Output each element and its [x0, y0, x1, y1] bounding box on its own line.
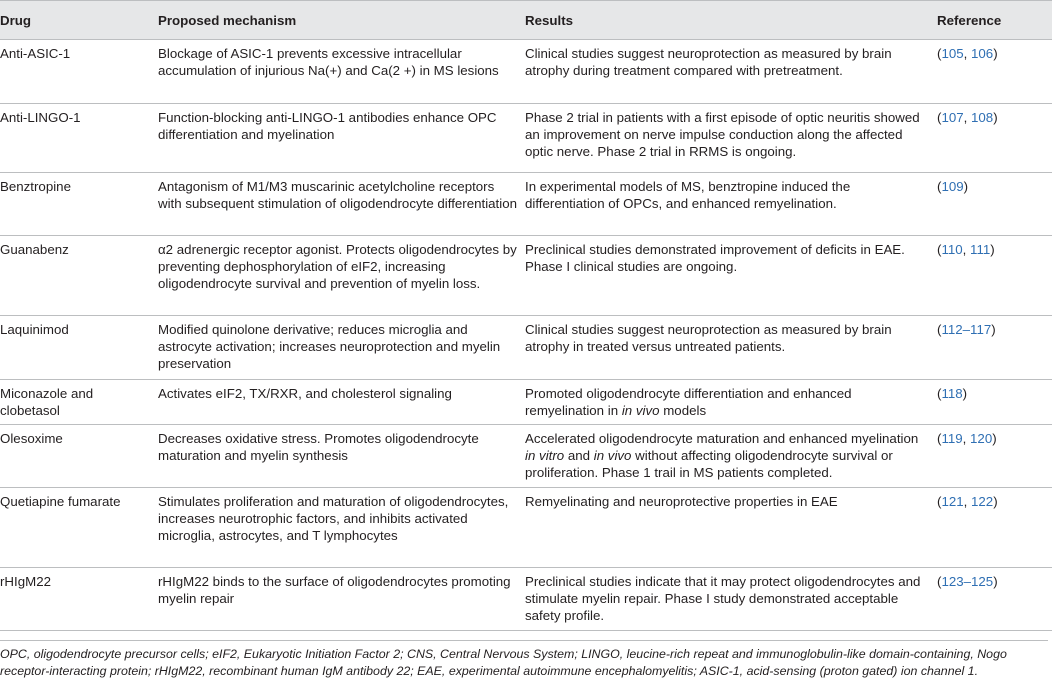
reference-link[interactable]: 122: [971, 494, 994, 509]
reference-link[interactable]: 112–117: [941, 322, 992, 337]
table-header: [0, 1, 1052, 40]
cell-drug: Quetiapine fumarate: [0, 488, 158, 568]
ref-paren-open: (: [937, 431, 942, 446]
cell-reference: [937, 488, 1052, 568]
reference-link[interactable]: 106: [971, 46, 994, 61]
ref-paren-open: (: [937, 574, 942, 589]
cell-drug: Laquinimod: [0, 316, 158, 380]
ref-separator: ,: [962, 242, 971, 257]
header-results: Results: [525, 1, 937, 40]
ref-paren-close: ): [963, 179, 969, 194]
header-row: [0, 1, 1052, 40]
ref-separator: ,: [962, 431, 971, 446]
cell-results: Preclinical studies indicate that it may protect oligodendrocytes and stimulate myelin repair. Phase I study demonstrated acceptable safety profile.: [525, 568, 937, 631]
cell-reference: [937, 236, 1052, 316]
cell-reference: [937, 380, 1052, 425]
table-row: [0, 425, 1052, 488]
cell-results: Phase 2 trial in patients with a first episode of optic neuritis showed an improvement on nerve impulse conduction along the affected optic nerve. Phase 2 trial in RRMS is ongoing.: [525, 104, 937, 173]
ref-paren-close: ): [990, 242, 995, 257]
reference-link[interactable]: 120: [970, 431, 993, 446]
cell-drug: Olesoxime: [0, 425, 158, 488]
cell-results: Accelerated oligodendrocyte maturation and enhanced myelination in vitro and in vivo without affecting oligodendrocyte survival or proliferation. Phase 1 trail in MS patients completed.: [525, 425, 937, 488]
cell-reference: [937, 173, 1052, 236]
ref-paren-close: ): [993, 46, 998, 61]
cell-mechanism: Antagonism of M1/M3 muscarinic acetylcholine receptors with subsequent stimulation of oligodendrocyte differentiation: [158, 173, 525, 236]
cell-reference: [937, 104, 1052, 173]
table-row: [0, 568, 1052, 631]
ref-paren-close: ): [962, 386, 968, 401]
cell-results: Remyelinating and neuroprotective properties in EAE: [525, 488, 937, 568]
reference-link[interactable]: 119: [941, 431, 963, 446]
table-body: [0, 40, 1052, 631]
ref-paren-open: (: [937, 110, 942, 125]
table-row: [0, 380, 1052, 425]
cell-results: Promoted oligodendrocyte differentiation and enhanced remyelination in in vivo models: [525, 380, 937, 425]
cell-drug: Anti-LINGO-1: [0, 104, 158, 173]
cell-results: Clinical studies suggest neuroprotection as measured by brain atrophy during treatment compared with pretreatment.: [525, 40, 937, 104]
ref-paren-open: (: [937, 322, 942, 337]
header-mechanism: Proposed mechanism: [158, 1, 525, 40]
reference-link[interactable]: 111: [970, 242, 991, 257]
cell-drug: Guanabenz: [0, 236, 158, 316]
reference-link[interactable]: 110: [941, 242, 963, 257]
cell-mechanism: Function-blocking anti-LINGO-1 antibodies enhance OPC differentiation and myelination: [158, 104, 525, 173]
cell-drug: rHIgM22: [0, 568, 158, 631]
ref-paren-open: (: [937, 386, 942, 401]
ref-separator: ,: [963, 46, 972, 61]
table-row: [0, 104, 1052, 173]
ref-paren-close: ): [992, 431, 997, 446]
reference-link[interactable]: 118: [941, 386, 963, 401]
header-reference: Reference: [937, 1, 1052, 40]
table-footnote: OPC, oligodendrocyte precursor cells; eIF2, Eukaryotic Initiation Factor 2; CNS, Central Nervous System; LINGO, leucine-rich repeat and immunoglobulin-like domain-containing, Nogo receptor-interacting protein; rHIgM22, recombinant human IgM antibody 22; EAE, experimental autoimmune encephalomyelitis; ASIC-1, acid-sensing (proton gated) ion channel 1.: [0, 640, 1048, 680]
cell-mechanism: Modified quinolone derivative; reduces microglia and astrocyte activation; increases neuroprotection and myelin preservation: [158, 316, 525, 380]
ref-paren-open: (: [937, 494, 942, 509]
cell-reference: [937, 568, 1052, 631]
table-row: [0, 316, 1052, 380]
ref-separator: ,: [963, 110, 972, 125]
cell-reference: [937, 40, 1052, 104]
reference-link[interactable]: 123–125: [941, 574, 994, 589]
table-row: [0, 40, 1052, 104]
ref-paren-close: ): [993, 110, 998, 125]
header-drug: Drug: [0, 1, 158, 40]
reference-link[interactable]: 109: [941, 179, 964, 194]
ref-separator: ,: [963, 494, 972, 509]
ref-paren-open: (: [937, 179, 942, 194]
cell-drug: Miconazole and clobetasol: [0, 380, 158, 425]
ref-paren-open: (: [937, 242, 942, 257]
cell-reference: [937, 316, 1052, 380]
ref-paren-open: (: [937, 46, 942, 61]
cell-mechanism: Decreases oxidative stress. Promotes oligodendrocyte maturation and myelin synthesis: [158, 425, 525, 488]
cell-mechanism: Blockage of ASIC-1 prevents excessive intracellular accumulation of injurious Na(+) and Ca(2 +) in MS lesions: [158, 40, 525, 104]
cell-results: In experimental models of MS, benztropine induced the differentiation of OPCs, and enhanced remyelination.: [525, 173, 937, 236]
ref-paren-close: ): [993, 494, 998, 509]
table-row: [0, 173, 1052, 236]
cell-drug: Anti-ASIC-1: [0, 40, 158, 104]
cell-results: Clinical studies suggest neuroprotection as measured by brain atrophy in treated versus untreated patients.: [525, 316, 937, 380]
table-row: [0, 236, 1052, 316]
reference-link[interactable]: 121: [941, 494, 964, 509]
reference-link[interactable]: 105: [941, 46, 964, 61]
cell-mechanism: α2 adrenergic receptor agonist. Protects oligodendrocytes by preventing dephosphorylation of eIF2, increasing oligodendrocyte survival and prevention of myelin loss.: [158, 236, 525, 316]
cell-mechanism: Stimulates proliferation and maturation of oligodendrocytes, increases neurotrophic factors, and inhibits activated microglia, astrocytes, and T lymphocytes: [158, 488, 525, 568]
ref-paren-close: ): [993, 574, 998, 589]
reference-link[interactable]: 107: [941, 110, 964, 125]
ref-paren-close: ): [991, 322, 996, 337]
cell-mechanism: Activates eIF2, TX/RXR, and cholesterol signaling: [158, 380, 525, 425]
reference-link[interactable]: 108: [971, 110, 994, 125]
cell-reference: [937, 425, 1052, 488]
cell-results: Preclinical studies demonstrated improvement of deficits in EAE. Phase I clinical studies are ongoing.: [525, 236, 937, 316]
table-row: [0, 488, 1052, 568]
cell-drug: Benztropine: [0, 173, 158, 236]
cell-mechanism: rHIgM22 binds to the surface of oligodendrocytes promoting myelin repair: [158, 568, 525, 631]
